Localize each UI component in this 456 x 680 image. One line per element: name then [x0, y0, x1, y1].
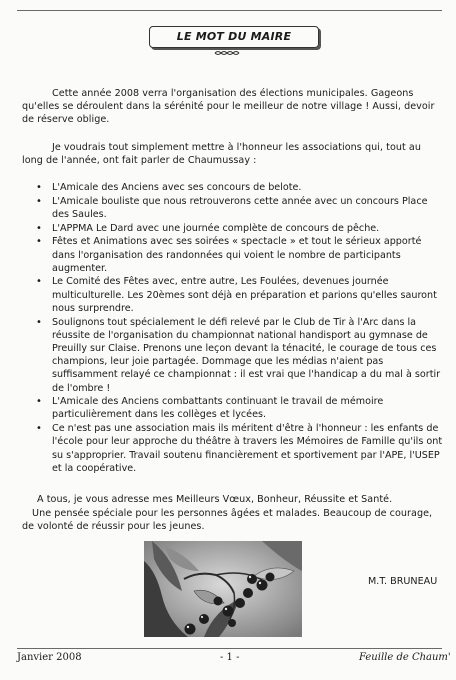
- list-item: • L'APPMA Le Dard avec une journée complète de concours de pêche.: [36, 222, 446, 235]
- page-title: LE MOT DU MAIRE: [149, 26, 319, 48]
- list-item: • Ce n'est pas une association mais ils méritent d'être à l'honneur : les enfants de l'école pour leur approche du théâtre à travers les Mémoires de Famille qu'ils ont su s'approprier. Travail soutenu financièrement et sportivement par l'APE, l'USEP et la coopérative.: [36, 422, 446, 475]
- list-item: • Soulignons tout spécialement le défi relevé par le Club de Tir à l'Arc dans la réussite de l'organisation du championnat national handisport au gymnase de Preuilly sur Claise. Prenons une leçon devant la ténacité, le courage de tous ces champions, leur joie partagée. Dommage que les médias n'aient pas suffisamment relayé ce championnat : il est vrai que l'handicap a du mal à sortir de l'ombre !: [36, 316, 446, 395]
- intro-paragraph-1: Cette année 2008 verra l'organisation des élections municipales. Gageons qu'elles se déroulent dans la sérénité pour le meilleur de notre village ! Aussi, devoir de réserve oblige.: [22, 88, 435, 125]
- page-number: - 1 -: [220, 652, 240, 663]
- associations-list: [36, 181, 446, 475]
- signature: M.T. BRUNEAU: [368, 576, 438, 587]
- top-rule: [17, 10, 442, 11]
- closing-wishes: A tous, je vous adresse mes Meilleurs Vœux, Bonheur, Réussite et Santé.: [37, 494, 393, 505]
- list-item: • L'Amicale des Anciens avec ses concours de belote.: [36, 181, 446, 194]
- list-item: • Le Comité des Fêtes avec, entre autre, Les Foulées, devenues journée multiculturelle. Les 20èmes sont déjà en préparation et parions qu'elles sauront nous surprendre.: [36, 275, 446, 315]
- list-item: • L'Amicale bouliste que nous retrouverons cette année avec un concours Place des Saules.: [36, 195, 446, 221]
- list-item: • L'Amicale des Anciens combattants continuant le travail de mémoire particulièrement dans les collèges et lycées.: [36, 395, 446, 421]
- list-item: • Fêtes et Animations avec ses soirées « spectacle » et tout le sérieux apporté dans l'organisation des randonnées qui voient le nombre de participants augmenter.: [36, 235, 446, 275]
- closing-thought: Une pensée spéciale pour les personnes âgées et malades. Beaucoup de courage, de volonté de réussir pour les jeunes.: [22, 508, 433, 532]
- footer-date: Janvier 2008: [17, 652, 82, 663]
- intro-paragraph-2: Je voudrais tout simplement mettre à l'honneur les associations qui, tout au long de l'année, ont fait parler de Chaumussay :: [22, 142, 421, 166]
- publication-name: Feuille de Chaum': [359, 652, 451, 663]
- ornament-icon: [214, 50, 240, 56]
- footer-rule: [17, 648, 442, 649]
- berries-photo: [144, 541, 302, 637]
